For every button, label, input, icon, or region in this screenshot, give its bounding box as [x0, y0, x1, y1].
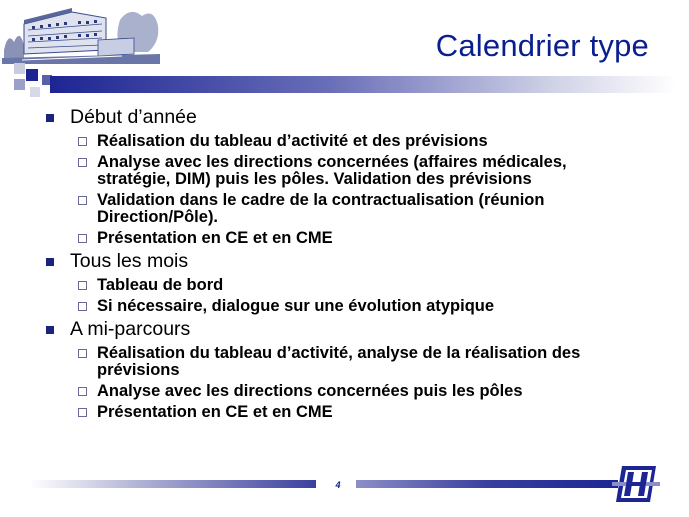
- list-item-text: Analyse avec les directions concernées puis les pôles: [97, 382, 523, 400]
- list-item: [78, 192, 644, 226]
- section-heading: [44, 318, 644, 341]
- section-heading: [44, 106, 644, 129]
- list-item-text: Si nécessaire, dialogue sur une évolution atypique: [97, 297, 495, 315]
- section-heading-text: Début d’année: [70, 106, 197, 128]
- list-item: [78, 154, 644, 188]
- slide-title: Calendrier type: [435, 28, 649, 63]
- list-item: [78, 298, 644, 315]
- title-underline-bar: [50, 76, 676, 93]
- list-item-text: Analyse avec les directions concernées (affaires médicales, stratégie, DIM) puis les pôles. Validation des prévisions: [97, 153, 567, 188]
- hollow-square-bullet-icon: [78, 281, 87, 290]
- list-item: [78, 277, 644, 294]
- list-item: [78, 404, 644, 421]
- list-item: [78, 383, 644, 400]
- hollow-square-bullet-icon: [78, 387, 87, 396]
- list-item-text: Tableau de bord: [97, 276, 224, 294]
- list-item-text: Présentation en CE et en CME: [97, 403, 333, 421]
- hollow-square-bullet-icon: [78, 158, 87, 167]
- hospital-h-logo-icon: [612, 462, 660, 506]
- footer-bar-left: [30, 480, 316, 488]
- hollow-square-bullet-icon: [78, 196, 87, 205]
- hollow-square-bullet-icon: [78, 137, 87, 146]
- hollow-square-bullet-icon: [78, 234, 87, 243]
- hollow-square-bullet-icon: [78, 349, 87, 358]
- list-item: [78, 230, 644, 247]
- bullet-content: [44, 103, 644, 421]
- list-item: [78, 133, 644, 150]
- section-heading: [44, 250, 644, 273]
- footer-bar-right: [356, 480, 618, 488]
- page-number: 4: [335, 480, 341, 490]
- square-bullet-icon: [46, 326, 54, 334]
- square-bullet-icon: [46, 114, 54, 122]
- square-bullet-icon: [46, 258, 54, 266]
- list-item-text: Réalisation du tableau d’activité, analyse de la réalisation des prévisions: [97, 344, 581, 379]
- hollow-square-bullet-icon: [78, 408, 87, 417]
- hollow-square-bullet-icon: [78, 302, 87, 311]
- list-item-text: Réalisation du tableau d’activité et des prévisions: [97, 132, 488, 150]
- list-item: [78, 345, 644, 379]
- hospital-building-logo-icon: [2, 2, 160, 64]
- list-item-text: Validation dans le cadre de la contractualisation (réunion Direction/Pôle).: [97, 191, 545, 226]
- section-heading-text: Tous les mois: [70, 250, 189, 272]
- section-heading-text: A mi-parcours: [70, 318, 191, 340]
- list-item-text: Présentation en CE et en CME: [97, 229, 333, 247]
